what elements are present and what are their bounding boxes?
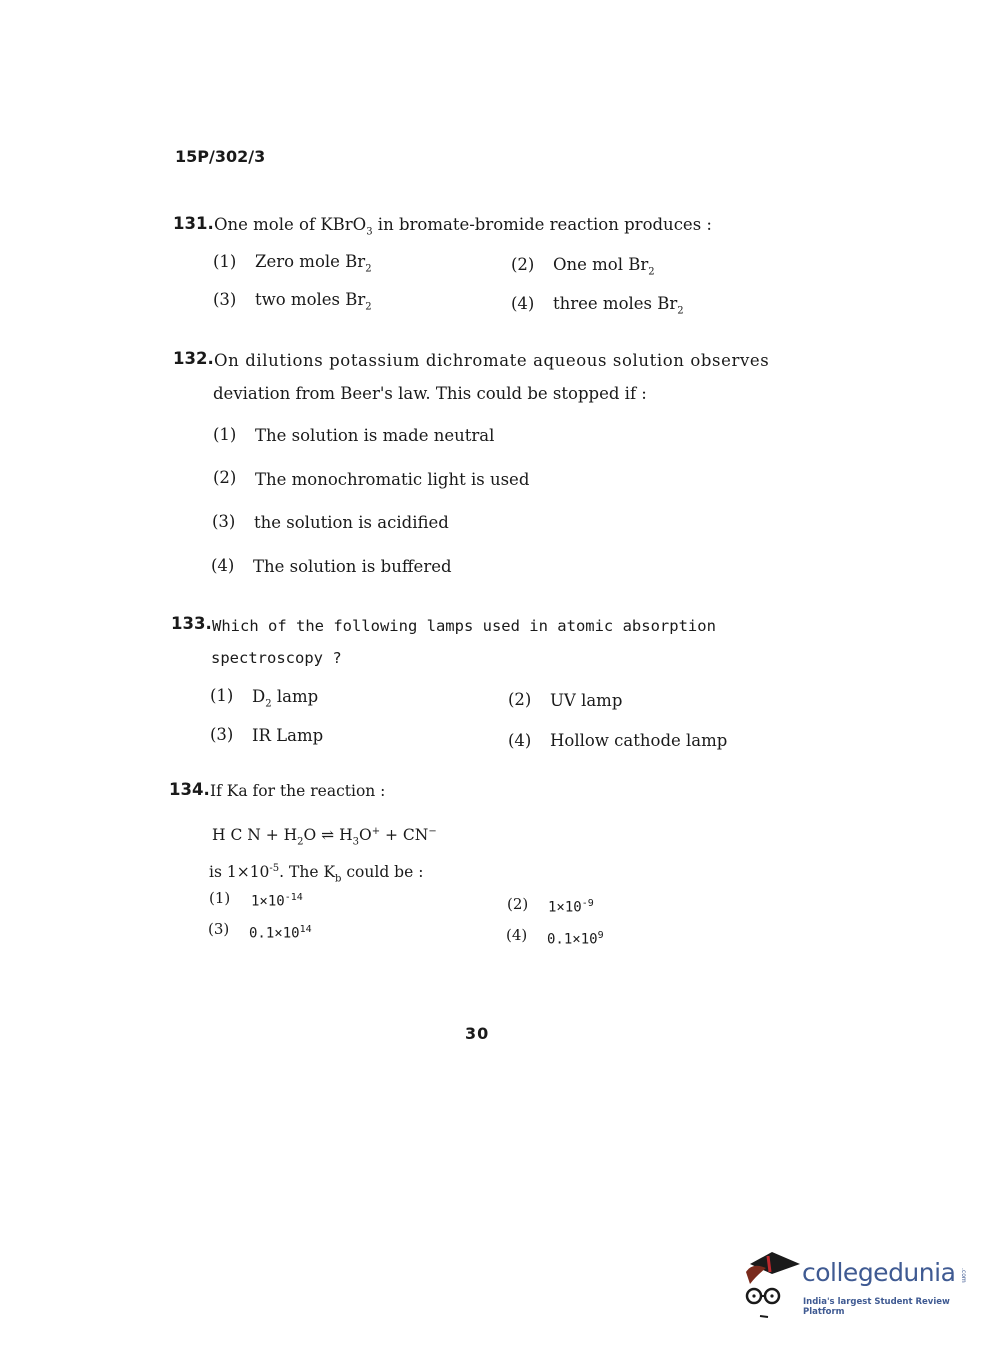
text-segment: in bromate-bromide reaction produces : xyxy=(372,215,712,234)
text-segment: The solution is buffered xyxy=(253,557,452,576)
option-text xyxy=(255,252,372,279)
text-segment: three moles Br xyxy=(553,294,678,313)
collegedunia-logo xyxy=(742,1250,972,1320)
superscript: -9 xyxy=(581,898,594,909)
text-segment: UV lamp xyxy=(550,691,623,710)
text-segment: could be : xyxy=(341,863,424,882)
option-text xyxy=(255,470,529,490)
option-number: (3) xyxy=(212,512,236,531)
option-text xyxy=(550,691,622,711)
subscript: 2 xyxy=(265,698,272,710)
logo-wordmark: collegedunia xyxy=(802,1258,956,1287)
text-segment: the solution is acidified xyxy=(254,513,449,532)
option-text xyxy=(548,894,594,918)
option-text xyxy=(255,290,372,317)
question-stem xyxy=(212,616,716,636)
text-segment: spectroscopy ? xyxy=(211,649,342,667)
option-number: (2) xyxy=(213,468,237,487)
text-segment: One mol Br xyxy=(553,255,649,274)
option-number: (4) xyxy=(508,731,532,750)
question-stem xyxy=(210,781,385,801)
logo-tagline: India's largest Student Review Platform xyxy=(803,1297,950,1317)
text-segment: IR Lamp xyxy=(252,726,324,745)
question-stem-continued xyxy=(213,384,647,404)
subscript: 3 xyxy=(366,226,373,238)
text-segment: deviation from Beer's law. This could be stopped if : xyxy=(213,384,647,403)
question-stem-continued xyxy=(211,648,342,668)
option-number: (4) xyxy=(211,556,235,575)
superscript: 14 xyxy=(299,924,312,935)
option-number: (1) xyxy=(209,889,231,907)
option-number: (3) xyxy=(208,920,230,938)
option-number: (1) xyxy=(213,252,237,271)
text-segment: is 1×10 xyxy=(209,863,270,882)
question-number: 133. xyxy=(171,614,212,633)
option-text xyxy=(249,920,312,944)
mascot-icon xyxy=(742,1250,802,1320)
text-segment: D xyxy=(252,687,266,706)
option-number: (1) xyxy=(213,425,237,444)
option-text xyxy=(252,687,318,714)
subscript: 2 xyxy=(297,836,304,848)
option-number: (2) xyxy=(508,690,532,709)
option-text xyxy=(252,726,323,746)
option-number: (4) xyxy=(511,294,535,313)
text-segment: O xyxy=(358,826,372,845)
text-segment: Zero mole Br xyxy=(255,252,366,271)
option-text xyxy=(253,557,452,577)
text-segment: One mole of KBrO xyxy=(214,215,367,234)
page-code: 15P/302/3 xyxy=(175,147,266,166)
superscript: -14 xyxy=(284,892,303,903)
text-segment: Hollow cathode lamp xyxy=(550,731,728,750)
question-number: 134. xyxy=(169,780,210,799)
subscript: 2 xyxy=(677,305,684,317)
question-stem xyxy=(214,351,769,371)
text-segment: H C N + H xyxy=(212,826,298,845)
option-number: (2) xyxy=(507,895,529,913)
option-number: (1) xyxy=(210,686,234,705)
text-segment: 1×10 xyxy=(548,899,582,916)
question-stem-continued xyxy=(209,859,423,889)
text-segment: Which of the following lamps used in atomic absorption xyxy=(212,617,716,635)
text-segment: On dilutions potassium dichromate aqueous solution observes xyxy=(214,351,770,370)
reaction-equation xyxy=(212,822,437,852)
text-segment: The monochromatic light is used xyxy=(255,470,530,489)
superscript: 9 xyxy=(597,930,604,941)
page-number: 30 xyxy=(465,1024,490,1043)
option-text xyxy=(553,294,684,321)
option-number: (2) xyxy=(511,255,535,274)
logo-domain: .com xyxy=(960,1268,967,1283)
subscript: 2 xyxy=(648,266,655,278)
option-text xyxy=(251,888,303,912)
text-segment: 1×10 xyxy=(251,893,285,910)
question-number: 131. xyxy=(173,214,214,233)
option-text xyxy=(553,255,655,282)
text-segment: 0.1×10 xyxy=(249,925,300,942)
text-segment: 0.1×10 xyxy=(547,931,598,948)
superscript: + xyxy=(371,826,381,837)
subscript: b xyxy=(335,873,342,885)
option-number: (3) xyxy=(213,290,237,309)
subscript: 2 xyxy=(365,263,372,275)
option-number: (3) xyxy=(210,725,234,744)
option-text xyxy=(254,513,449,533)
text-segment: two moles Br xyxy=(255,290,366,309)
option-text xyxy=(255,426,494,446)
question-stem xyxy=(214,215,712,242)
question-number: 132. xyxy=(173,349,214,368)
option-text xyxy=(550,731,727,751)
text-segment: lamp xyxy=(271,687,319,706)
subscript: 2 xyxy=(365,301,372,313)
text-segment: + CN xyxy=(380,826,429,845)
superscript: − xyxy=(428,826,437,837)
superscript: -5 xyxy=(269,863,280,874)
option-number: (4) xyxy=(506,926,528,944)
text-segment: . The K xyxy=(279,863,336,882)
text-segment: If Ka for the reaction : xyxy=(210,782,386,800)
text-segment: The solution is made neutral xyxy=(255,426,495,445)
text-segment: O ⇌ H xyxy=(303,826,353,845)
subscript: 3 xyxy=(352,836,359,848)
option-text xyxy=(547,926,604,950)
